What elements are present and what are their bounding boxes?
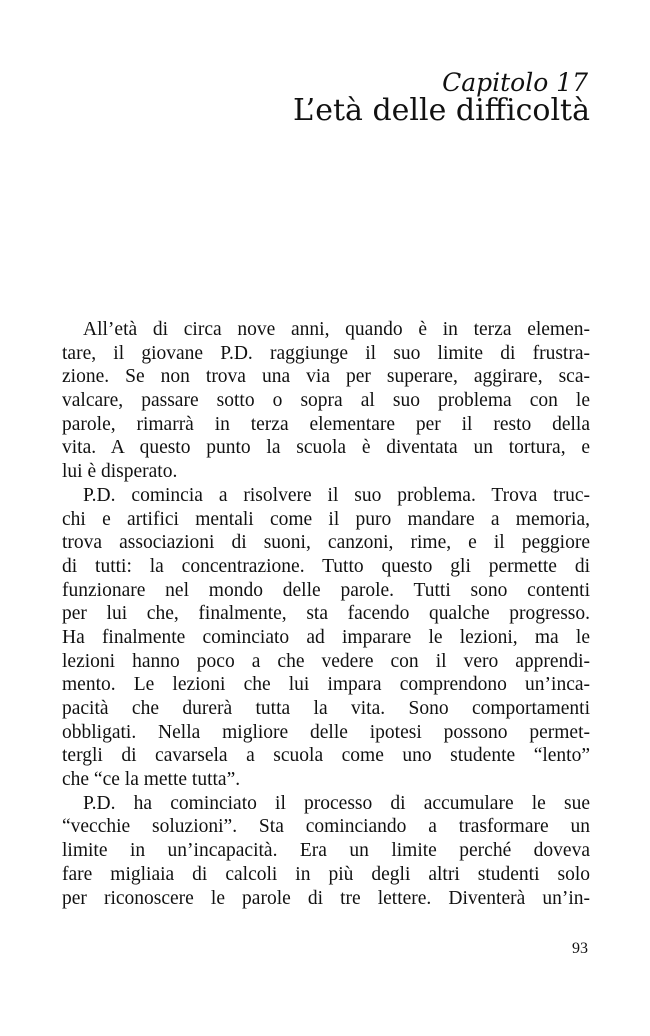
chapter-title: L’età delle difficoltà — [292, 93, 590, 128]
text-line: mento. Le lezioni che lui impara comprendono un’inca- — [62, 674, 590, 696]
text-line: parole, rimarrà in terza elementare per il resto della — [62, 413, 590, 435]
paragraph-2 — [62, 484, 590, 792]
text-line: P.D. comincia a risolvere il suo problema. Trova truc- — [83, 484, 590, 506]
text-line: di tutti: la concentrazione. Tutto questo gli permette di — [62, 555, 590, 577]
text-line: fare migliaia di calcoli in più degli altri studenti solo — [62, 863, 590, 885]
text-line: P.D. ha cominciato il processo di accumulare le sue — [83, 792, 590, 814]
text-line: chi e artifici mentali come il puro mandare a memoria, — [62, 508, 590, 530]
text-line: All’età di circa nove anni, quando è in terza elemen- — [83, 319, 590, 340]
text-line: obbligati. Nella migliore delle ipotesi possono permet- — [62, 721, 590, 743]
text-line: lezioni hanno poco a che vedere con il vero apprendi- — [62, 650, 590, 672]
text-line: per riconoscere le parole di tre lettere. Diventerà un’in- — [62, 887, 590, 909]
text-line: lui è disperato. — [62, 461, 178, 483]
text-line: zione. Se non trova una via per superare, aggirare, sca- — [62, 366, 590, 388]
body-text — [62, 318, 590, 910]
paragraph-3 — [62, 792, 590, 910]
chapter-label: Capitolo 17 — [442, 68, 588, 97]
text-line: valcare, passare sotto o sopra al suo problema con le — [62, 390, 590, 412]
text-line: trova associazioni di suoni, canzoni, rime, e il peggiore — [62, 532, 590, 554]
page-number: 93 — [572, 940, 588, 957]
text-line: funzionare nel mondo delle parole. Tutti sono contenti — [62, 579, 590, 601]
text-line: che “ce la mette tutta”. — [62, 769, 241, 791]
text-line: tare, il giovane P.D. raggiunge il suo limite di frustra- — [62, 342, 590, 364]
text-line: pacità che durerà tutta la vita. Sono comportamenti — [62, 698, 590, 719]
text-line: limite in un’incapacità. Era un limite perché doveva — [62, 840, 590, 862]
text-line: vita. A questo punto la scuola è diventata un tortura, e — [62, 437, 590, 459]
text-line: per lui che, finalmente, sta facendo qualche progresso. — [62, 603, 590, 625]
text-line: tergli di cavarsela a scuola come uno studente “lento” — [62, 745, 590, 767]
text-line: “vecchie soluzioni”. Sta cominciando a trasformare un — [62, 816, 590, 838]
text-line: Ha finalmente cominciato ad imparare le lezioni, ma le — [62, 626, 590, 648]
paragraph-1 — [62, 318, 590, 484]
